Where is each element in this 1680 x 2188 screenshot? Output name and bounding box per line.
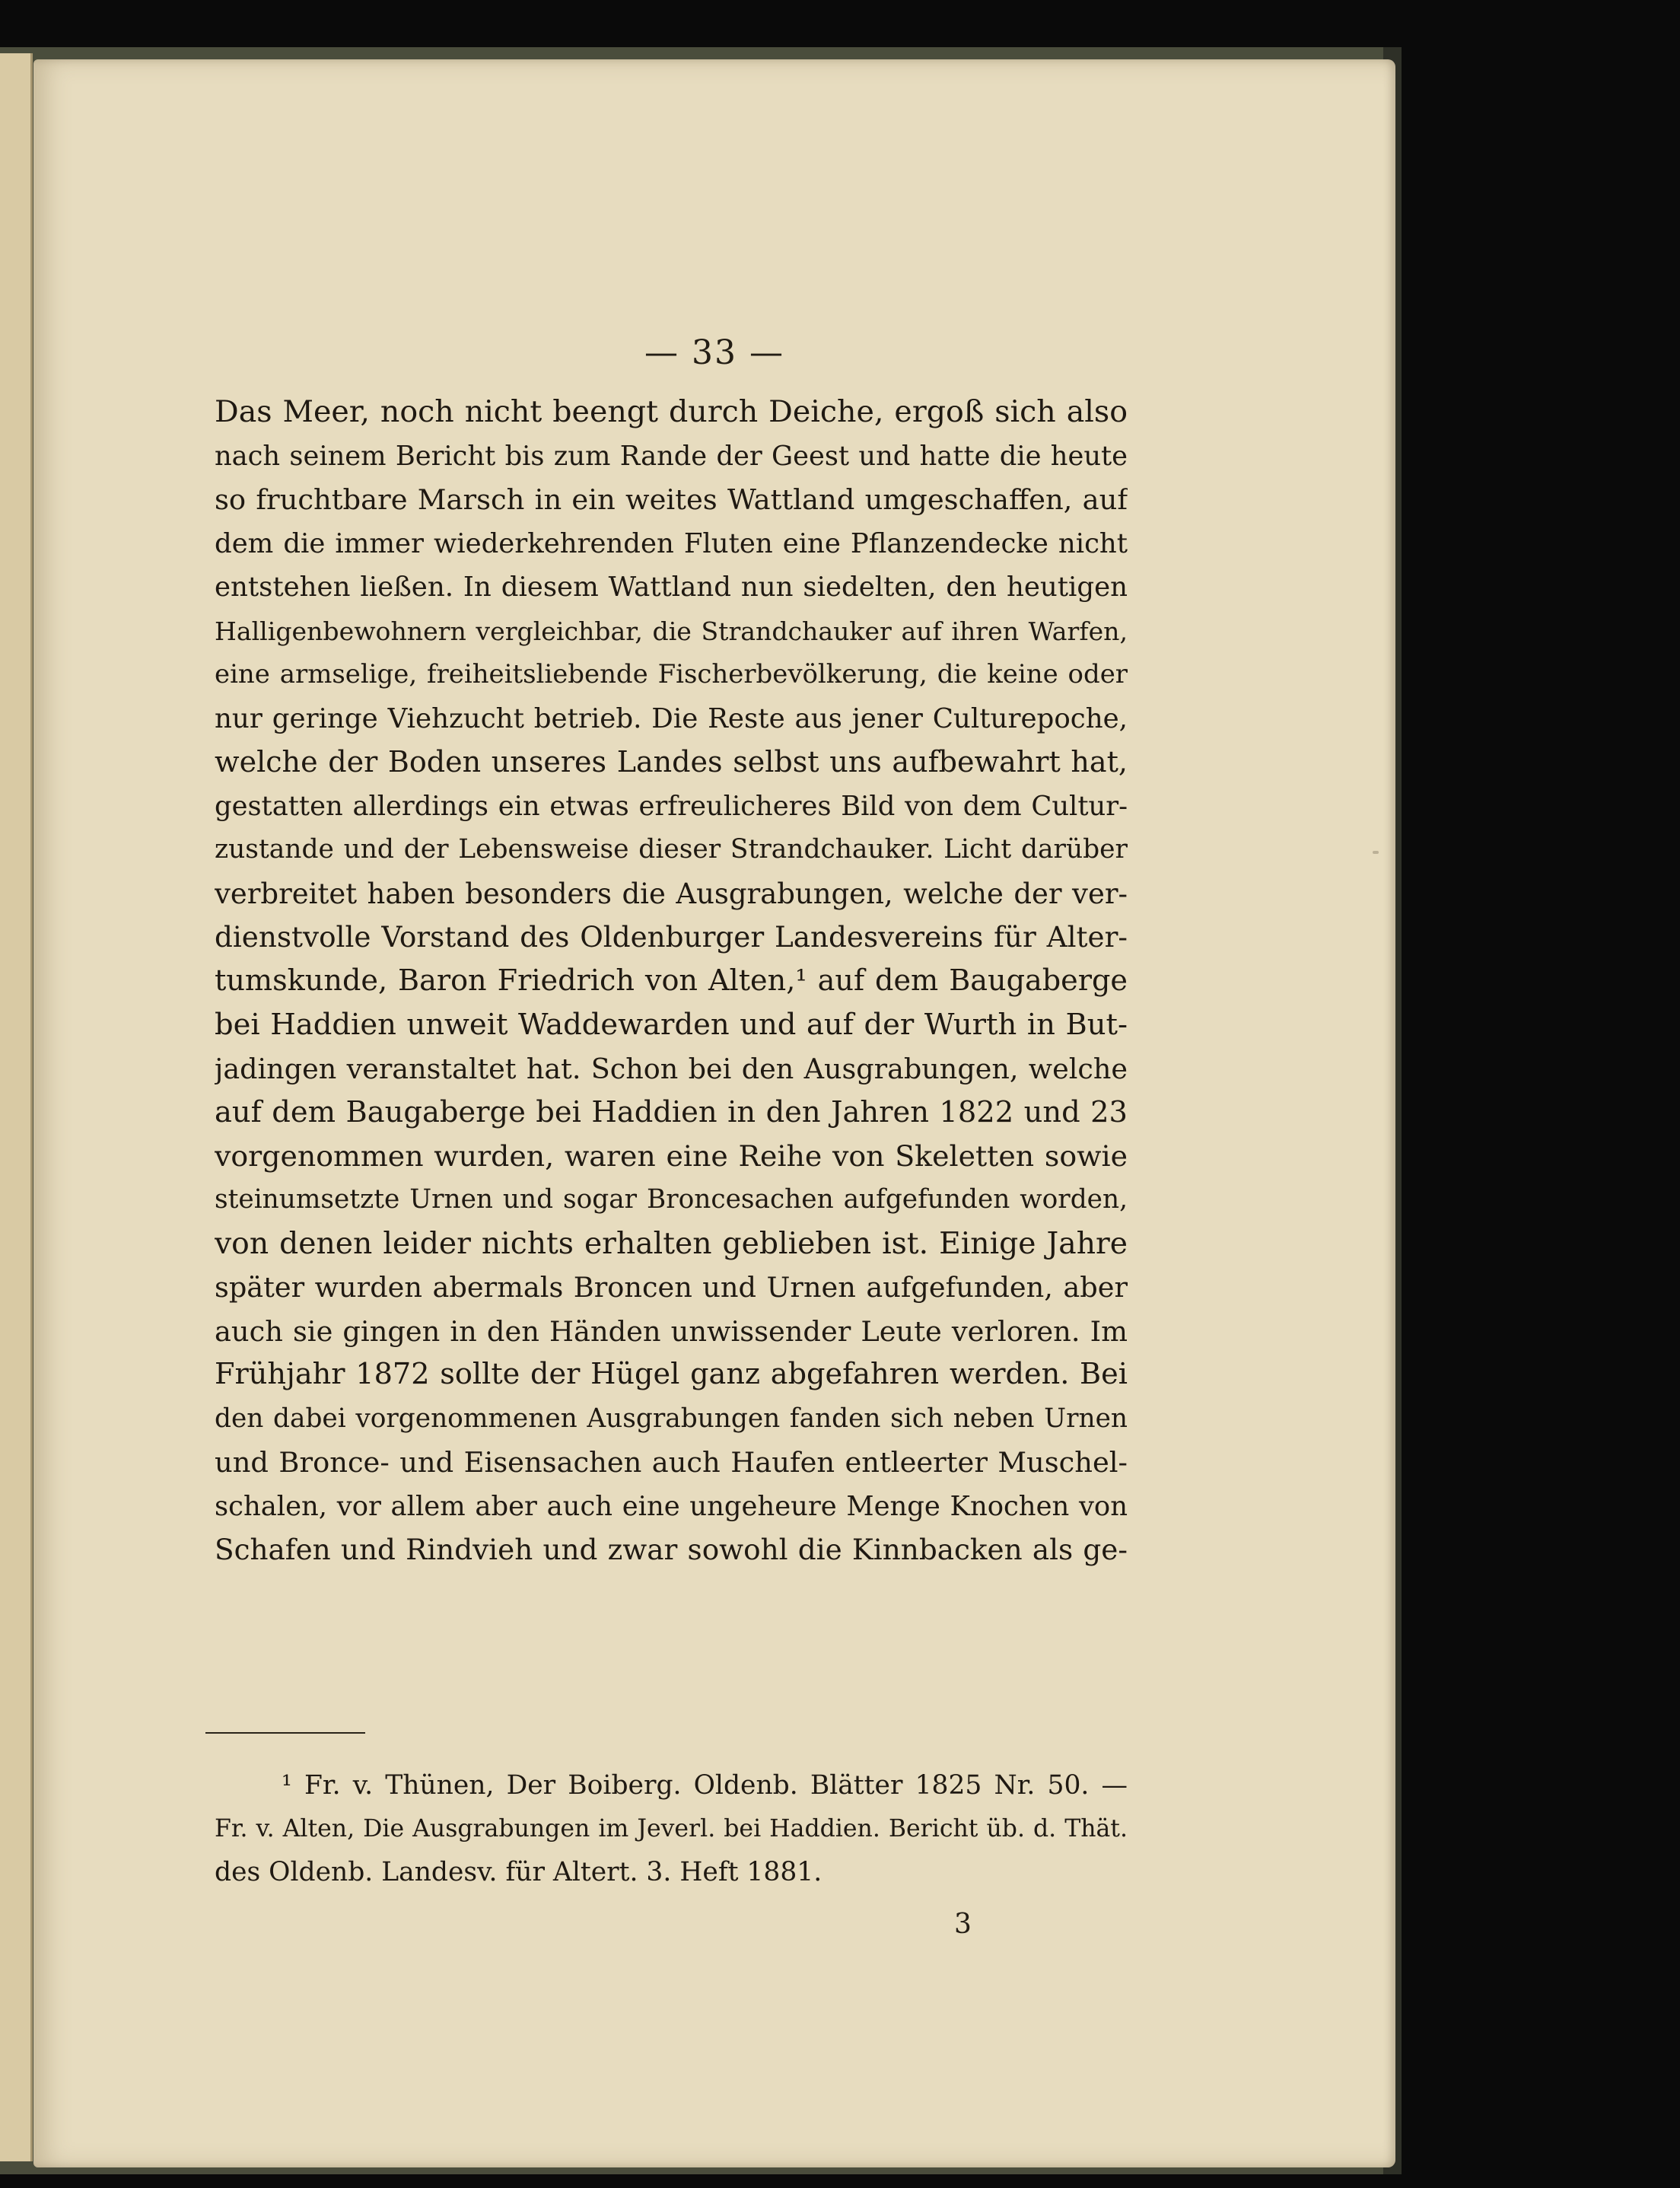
text-line: steinumsetzte Urnen und sogar Broncesachen aufgefunden worden, — [215, 1184, 1128, 1215]
footnote-line: Fr. v. Alten, Die Ausgrabungen im Jeverl. bei Haddien. Bericht üb. d. Thät. — [215, 1815, 1128, 1842]
text-line: auf dem Baugaberge bei Haddien in den Jahren 1822 und 23 — [215, 1095, 1128, 1129]
paper-spot — [1373, 851, 1379, 854]
text-line: Schafen und Rindvieh und zwar sowohl die Kinnbacken als ge- — [215, 1533, 1128, 1566]
text-line: und Bronce- und Eisensachen auch Haufen entleerter Muschel- — [215, 1446, 1128, 1479]
text-line: welche der Boden unseres Landes selbst uns aufbewahrt hat, — [215, 745, 1128, 779]
body-text — [215, 390, 1128, 1572]
text-line: auch sie gingen in den Händen unwissender Leute verloren. Im — [215, 1314, 1128, 1348]
footnotes — [215, 1764, 1128, 1894]
text-line: vorgenommen wurden, waren eine Reihe von Skeletten sowie — [215, 1139, 1128, 1173]
text-line: gestatten allerdings ein etwas erfreulicheres Bild von dem Cultur- — [215, 790, 1128, 822]
footnote-divider — [205, 1732, 365, 1734]
text-line: nur geringe Viehzucht betrieb. Die Reste aus jener Culturepoche, — [215, 702, 1128, 734]
text-line: eine armselige, freiheitsliebende Fischerbevölkerung, die keine oder — [215, 660, 1128, 690]
text-line: jadingen veranstaltet hat. Schon bei den Ausgrabungen, welche — [215, 1052, 1128, 1085]
text-line: dem die immer wiederkehrenden Fluten eine Pflanzendecke nicht — [215, 527, 1128, 559]
text-line: nach seinem Bericht bis zum Rande der Geest und hatte die heute — [215, 440, 1128, 472]
text-line: zustande und der Lebensweise dieser Strandchauker. Licht darüber — [215, 834, 1128, 865]
text-line: Frühjahr 1872 sollte der Hügel ganz abgefahren werden. Bei — [215, 1358, 1128, 1391]
footnote-line: des Oldenb. Landesv. für Altert. 3. Heft 1881. — [215, 1857, 822, 1887]
signature-mark: 3 — [954, 1909, 972, 1940]
text-line: bei Haddien unweit Waddewarden und auf der Wurth in But- — [215, 1008, 1128, 1042]
text-line: tumskunde, Baron Friedrich von Alten,¹ auf dem Baugaberge — [215, 963, 1128, 998]
text-line: Halligenbewohnern vergleichbar, die Strandchauker auf ihren Warfen, — [215, 616, 1128, 646]
text-line: später wurden abermals Broncen und Urnen aufgefunden, aber — [215, 1271, 1128, 1304]
text-line: Das Meer, noch nicht beengt durch Deiche, ergoß sich also — [215, 394, 1128, 429]
left-page-edge — [0, 53, 33, 2161]
text-line: von denen leider nichts erhalten geblieben ist. Einige Jahre — [215, 1226, 1128, 1261]
text-line: den dabei vorgenommenen Ausgrabungen fanden sich neben Urnen — [215, 1403, 1128, 1434]
book-page — [33, 59, 1395, 2167]
text-line: dienstvolle Vorstand des Oldenburger Landesvereins für Alter- — [215, 920, 1128, 954]
text-line: schalen, vor allem aber auch eine ungeheure Menge Knochen von — [215, 1490, 1128, 1522]
text-line: so fruchtbare Marsch in ein weites Wattland umgeschaffen, auf — [215, 483, 1128, 516]
page-number-header: — 33 — — [644, 333, 784, 372]
text-line: entstehen ließen. In diesem Wattland nun siedelten, den heutigen — [215, 572, 1128, 603]
footnote-line: ¹ Fr. v. Thünen, Der Boiberg. Oldenb. Blätter 1825 Nr. 50. — — [282, 1770, 1128, 1801]
text-line: verbreitet haben besonders die Ausgrabungen, welche der ver- — [215, 877, 1128, 910]
